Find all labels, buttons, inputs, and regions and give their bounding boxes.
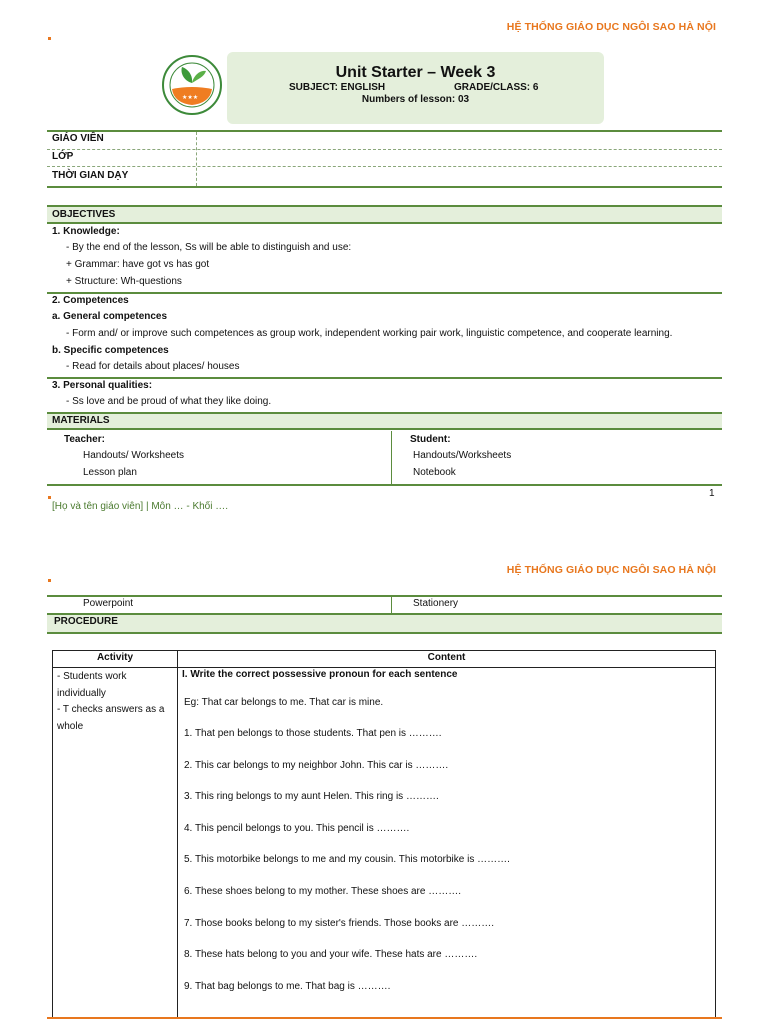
svg-text:★★★: ★★★	[182, 94, 199, 101]
info-divider	[47, 166, 722, 167]
info-column-divider	[196, 132, 197, 186]
general-competences-text: - Form and/ or improve such competences as group work, independent working pair work, linguistic competence, and cooperate learning.	[66, 328, 673, 339]
class-field-label: LỚP	[52, 151, 74, 162]
question-item: 1. That pen belongs to those students. That pen is ……….	[184, 728, 442, 739]
lesson-title: Unit Starter – Week 3	[335, 64, 496, 81]
lesson-count: Numbers of lesson: 03	[361, 94, 470, 105]
activity-line: - Students work individually	[57, 671, 127, 699]
teacher-material-item: Powerpoint	[83, 598, 134, 609]
example-sentence: Eg: That car belongs to me. That car is mine.	[184, 697, 384, 708]
subject-label: SUBJECT: ENGLISH	[289, 82, 386, 93]
student-material-item: Handouts/Worksheets	[413, 450, 512, 461]
content-cell	[178, 668, 716, 1018]
materials-column-divider	[391, 597, 392, 613]
exercise-title: I. Write the correct possessive pronoun for each sentence	[182, 669, 458, 680]
school-logo	[160, 55, 224, 115]
question-item: 8. These hats belong to you and your wife. These hats are ……….	[184, 949, 478, 961]
page-bottom-rule	[47, 1017, 722, 1019]
specific-competences-text: - Read for details about places/ houses	[66, 361, 240, 372]
section-rule	[47, 292, 722, 294]
question-item: 4. This pencil belongs to you. This pencil is ……….	[184, 822, 410, 834]
specific-competences-title: b. Specific competences	[52, 345, 169, 356]
teacher-material-item: Handouts/ Worksheets	[83, 450, 184, 461]
info-divider	[47, 149, 722, 150]
procedure-band	[47, 613, 722, 634]
activity-line: - T checks answers as a whole	[57, 704, 165, 732]
teacher-field-label: GIÁO VIÊN	[52, 133, 104, 144]
materials-heading: MATERIALS	[52, 415, 110, 426]
question-item: 7. Those books belong to my sister's friends. Those books are ……….	[184, 917, 495, 929]
knowledge-item: - By the end of the lesson, Ss will be able to distinguish and use:	[66, 242, 352, 253]
info-bottom-rule	[47, 186, 722, 188]
question-item: 9. That bag belongs to me. That bag is ……….	[184, 980, 391, 992]
knowledge-item: + Structure: Wh-questions	[66, 276, 182, 287]
materials-column-divider	[391, 431, 392, 484]
footer-teacher-info: [Họ và tên giáo viên] | Môn … - Khối ….	[52, 501, 229, 512]
content-column-header: Content	[178, 651, 716, 668]
page-number: 1	[709, 488, 715, 499]
activity-column-header: Activity	[53, 651, 178, 668]
knowledge-title: 1. Knowledge:	[52, 226, 120, 237]
student-material-item: Stationery	[413, 598, 459, 609]
section-rule	[47, 377, 722, 379]
question-item: 5. This motorbike belongs to me and my cousin. This motorbike is ……….	[184, 854, 510, 866]
knowledge-item: + Grammar: have got vs has got	[66, 259, 210, 270]
orange-marker	[48, 37, 51, 40]
teacher-material-item: Lesson plan	[83, 467, 137, 478]
question-item: 3. This ring belongs to my aunt Helen. This ring is ……….	[184, 791, 439, 803]
title-box	[227, 52, 604, 124]
question-item: 2. This car belongs to my neighbor John. This car is ……….	[184, 759, 449, 771]
question-item: 6. These shoes belong to my mother. These shoes are ……….	[184, 885, 461, 897]
info-top-rule	[47, 130, 722, 132]
procedure-table	[52, 650, 716, 1018]
materials-top-rule	[47, 595, 722, 597]
materials-band	[47, 412, 722, 430]
materials-bottom-rule	[47, 484, 722, 486]
brand-header: HỆ THỐNG GIÁO DỤC NGÔI SAO HÀ NỘI	[506, 564, 716, 576]
objectives-heading: OBJECTIVES	[52, 209, 116, 220]
qualities-title: 3. Personal qualities:	[52, 380, 153, 391]
competences-title: 2. Competences	[52, 295, 129, 306]
orange-marker	[48, 496, 51, 499]
teacher-materials-label: Teacher:	[64, 434, 105, 445]
grade-label: GRADE/CLASS: 6	[454, 82, 539, 93]
procedure-heading: PROCEDURE	[54, 616, 118, 627]
qualities-text: - Ss love and be proud of what they like doing.	[66, 396, 272, 407]
activity-cell	[53, 668, 178, 1018]
objectives-band	[47, 205, 722, 224]
general-competences-title: a. General competences	[52, 311, 168, 322]
orange-marker	[48, 579, 51, 582]
student-material-item: Notebook	[413, 467, 456, 478]
time-field-label: THỜI GIAN DẠY	[52, 170, 129, 181]
brand-header: HỆ THỐNG GIÁO DỤC NGÔI SAO HÀ NỘI	[506, 21, 716, 33]
student-materials-label: Student:	[410, 434, 451, 445]
